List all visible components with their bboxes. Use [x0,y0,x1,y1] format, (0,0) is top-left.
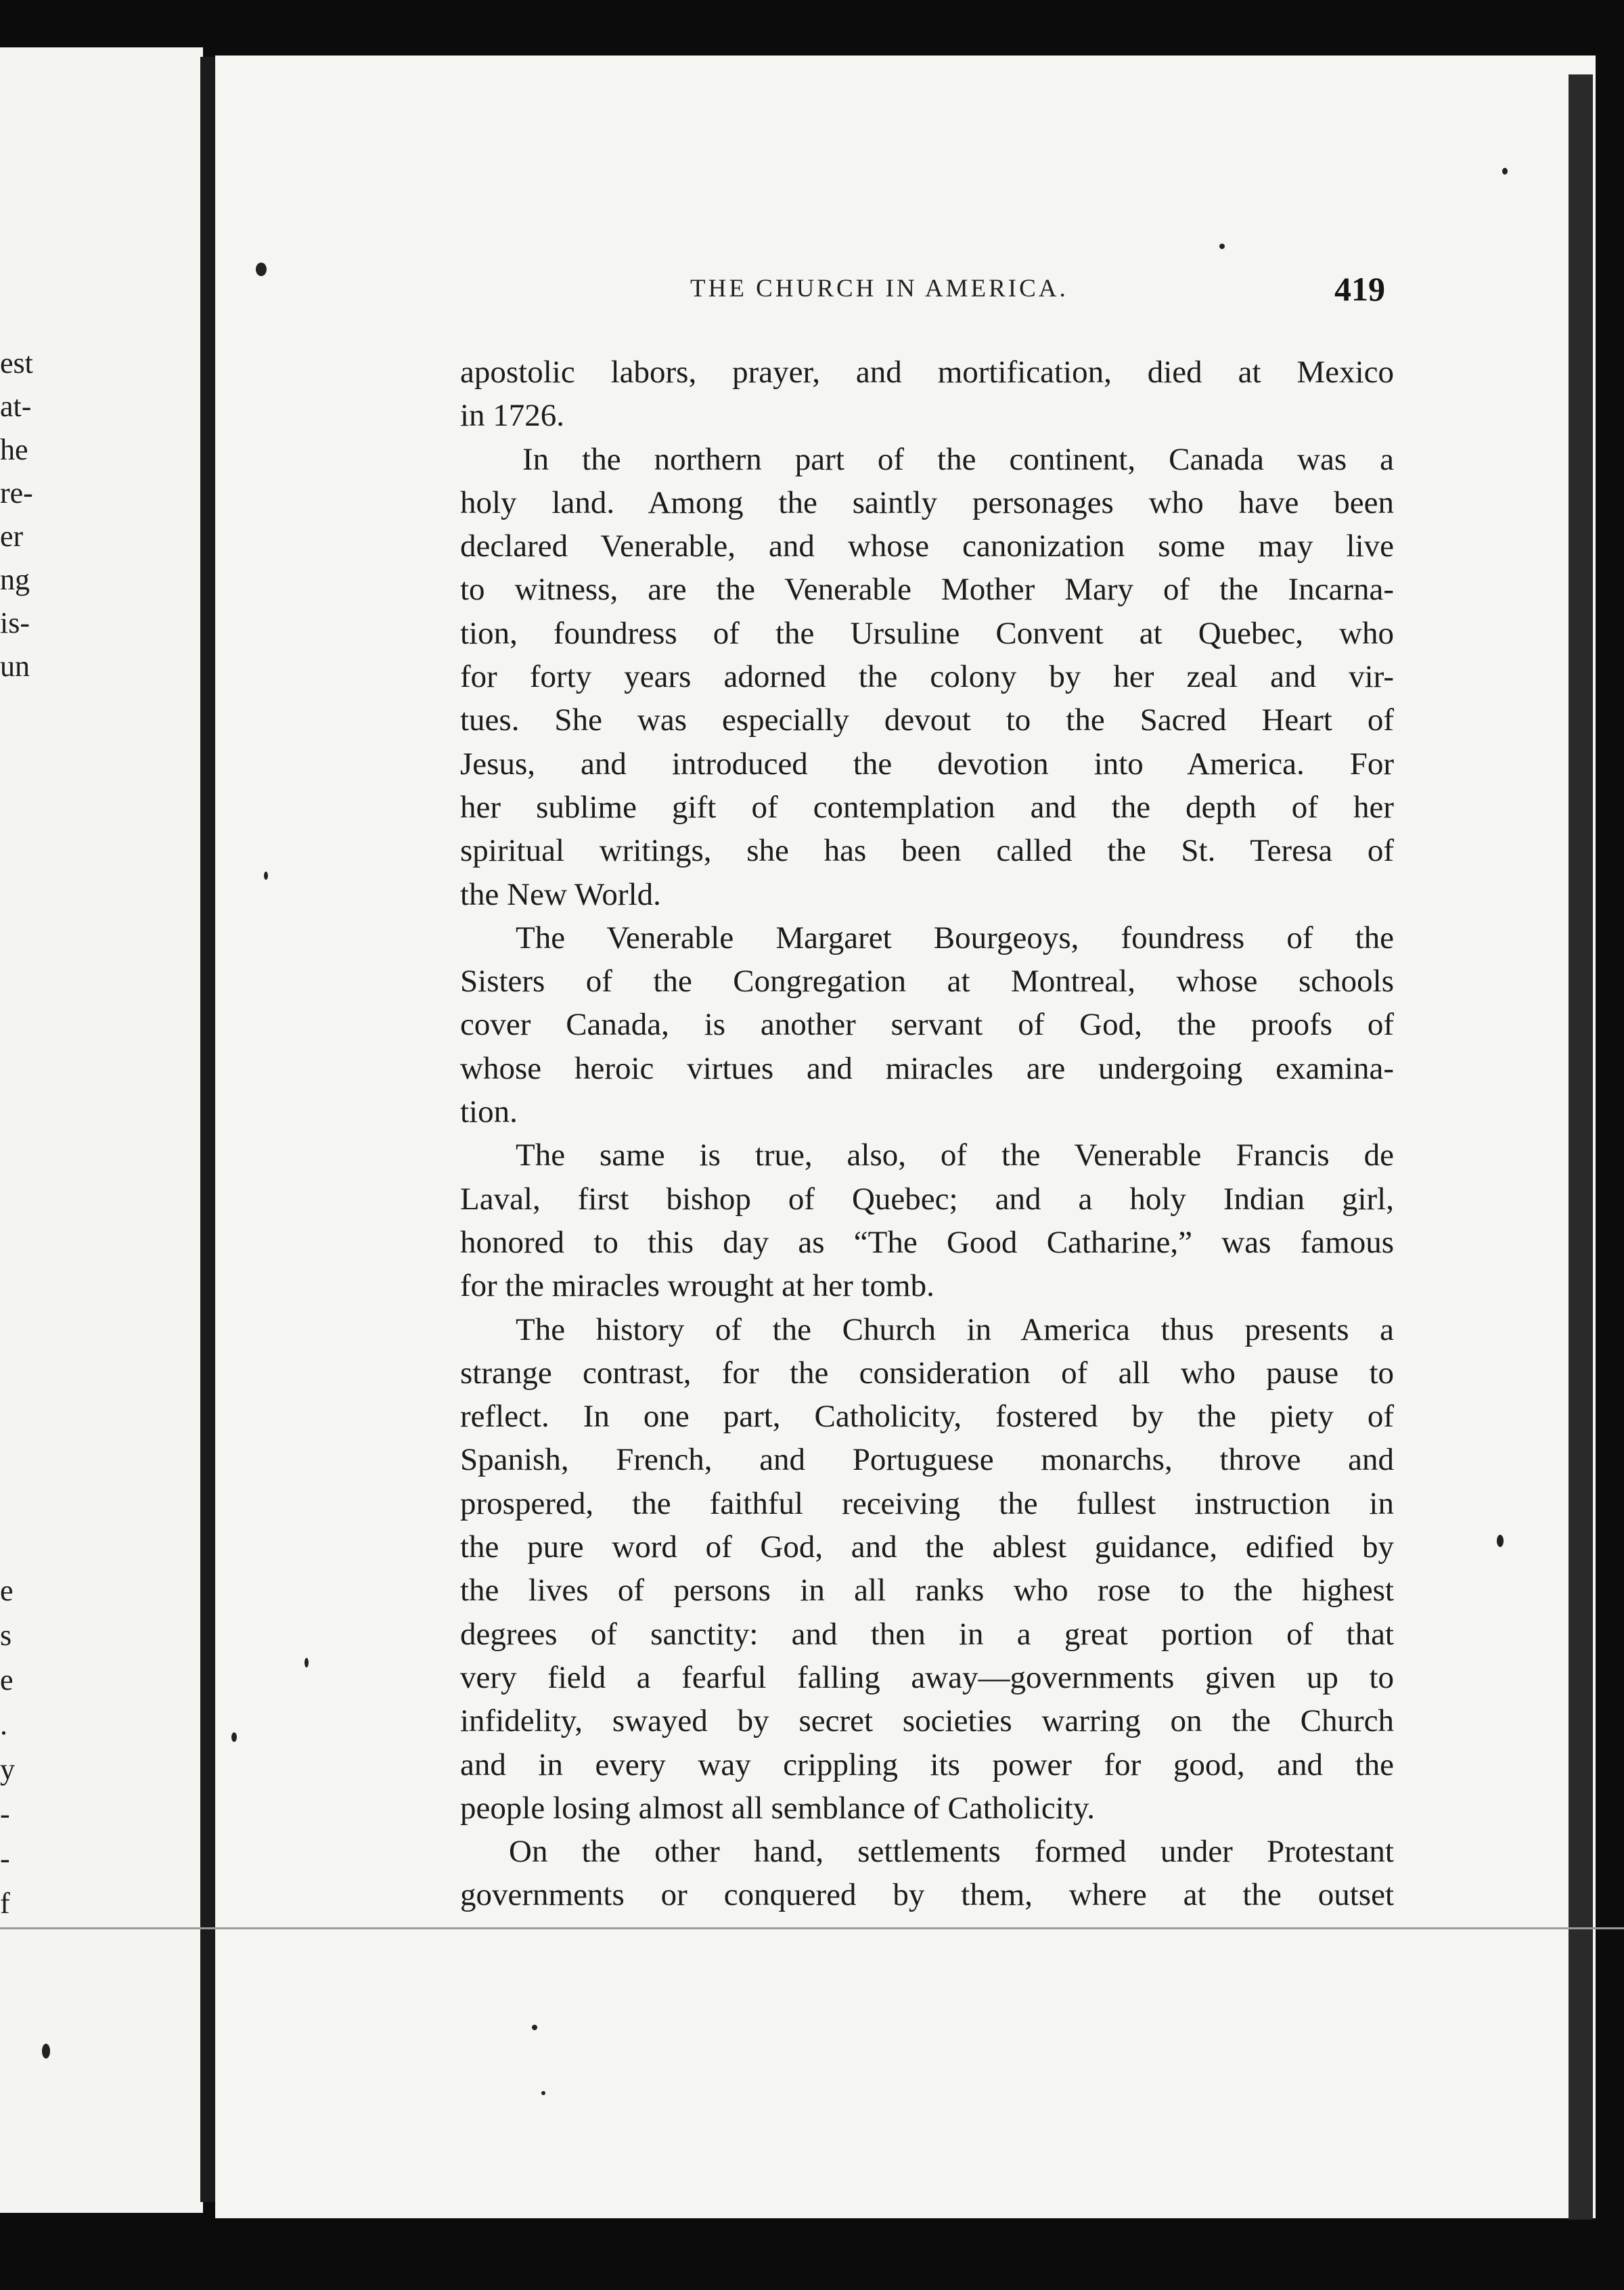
text-line: governments or conquered by them, where at the outset [460,1877,1394,1913]
left-fragment: . [0,1708,7,1741]
left-fragment: s [0,1619,12,1652]
book-gutter [200,57,217,2202]
text-line: spiritual writings, she has been called the St. Teresa of [460,833,1394,869]
page-number: 419 [1334,270,1385,308]
text-line: On the other hand, settlements formed under Protestant [509,1834,1394,1870]
left-fragment: er [0,520,24,553]
running-head: THE CHURCH IN AMERICA. [690,275,1068,302]
text-line: reflect. In one part, Catholicity, fostered by the piety of [460,1399,1394,1435]
left-fragment: e [0,1663,14,1697]
left-fragment: re- [0,476,33,510]
scan-speck [231,1732,237,1742]
left-page-fragments-top [0,342,49,688]
left-fragment: f [0,1887,10,1920]
text-line: apostolic labors, prayer, and mortification, died at Mexico [460,355,1394,390]
text-line: the lives of persons in all ranks who rose to the highest [460,1573,1394,1609]
text-line: holy land. Among the saintly personages who have been [460,485,1394,520]
text-line: people losing almost all semblance of Catholicity. [460,1790,1096,1826]
left-fragment: he [0,433,28,466]
text-line: tues. She was especially devout to the Sacred Heart of [460,702,1394,738]
left-fragment: e [0,1574,14,1607]
text-line: Sisters of the Congregation at Montreal, whose schools [460,964,1394,1000]
left-fragment: - [0,1797,10,1831]
text-line: whose heroic virtues and miracles are undergoing examina- [460,1050,1394,1086]
text-line: The history of the Church in America thus presents a [516,1311,1394,1347]
text-line: prospered, the faithful receiving the fullest instruction in [460,1485,1394,1521]
text-line: the New World. [460,876,661,912]
text-line: honored to this day as “The Good Catharine,” was famous [460,1224,1394,1260]
text-line: the pure word of God, and the ablest guidance, edified by [460,1529,1394,1565]
text-line: in 1726. [460,398,565,434]
scan-speck [264,872,268,880]
scan-speck [1219,244,1225,249]
scan-speck [256,263,267,276]
text-line: Spanish, French, and Portuguese monarchs, throve and [460,1442,1394,1478]
text-line: tion, foundress of the Ursuline Convent at Quebec, who [460,615,1394,651]
scan-speck [304,1658,309,1667]
scan-speck [541,2091,545,2095]
text-line: and in every way crippling its power for good, and the [460,1747,1394,1782]
text-line: declared Venerable, and whose canonization some may live [460,529,1394,564]
text-line: tion. [460,1094,518,1130]
text-line: The same is true, also, of the Venerable Francis de [516,1138,1394,1173]
text-line: degrees of sanctity: and then in a great portion of that [460,1616,1394,1652]
text-line: for forty years adorned the colony by her zeal and vir- [460,659,1394,695]
scan-speck [42,2044,50,2059]
left-fragment: un [0,650,30,683]
scan-speck [1497,1535,1504,1547]
scan-speck [1502,168,1508,175]
page-edge-shadow [1569,74,1593,2220]
left-fragment: is- [0,606,30,639]
text-line: her sublime gift of contemplation and the depth of her [460,789,1394,825]
scan-speck [532,2025,537,2030]
text-line: In the northern part of the continent, Canada was a [522,441,1394,477]
left-page-fragments-bottom [0,1569,49,1926]
left-fragment: y [0,1753,15,1786]
text-line: very field a fearful falling away—governments given up to [460,1659,1394,1695]
body-text [460,351,1394,1917]
left-fragment: ng [0,563,30,596]
text-line: to witness, are the Venerable Mother Mary of the Incarna- [460,572,1394,608]
text-line: for the miracles wrought at her tomb. [460,1268,934,1304]
left-fragment: at- [0,390,32,423]
text-line: The Venerable Margaret Bourgeoys, foundress of the [516,920,1394,956]
text-line: strange contrast, for the consideration of all who pause to [460,1355,1394,1391]
left-fragment: est [0,346,33,380]
scan-artifact-line [0,1927,1624,1929]
text-line: infidelity, swayed by secret societies warring on the Church [460,1703,1394,1739]
left-fragment: - [0,1842,10,1875]
text-line: Laval, first bishop of Quebec; and a holy Indian girl, [460,1181,1394,1217]
text-line: cover Canada, is another servant of God, the proofs of [460,1007,1394,1043]
text-line: Jesus, and introduced the devotion into America. For [460,746,1394,782]
